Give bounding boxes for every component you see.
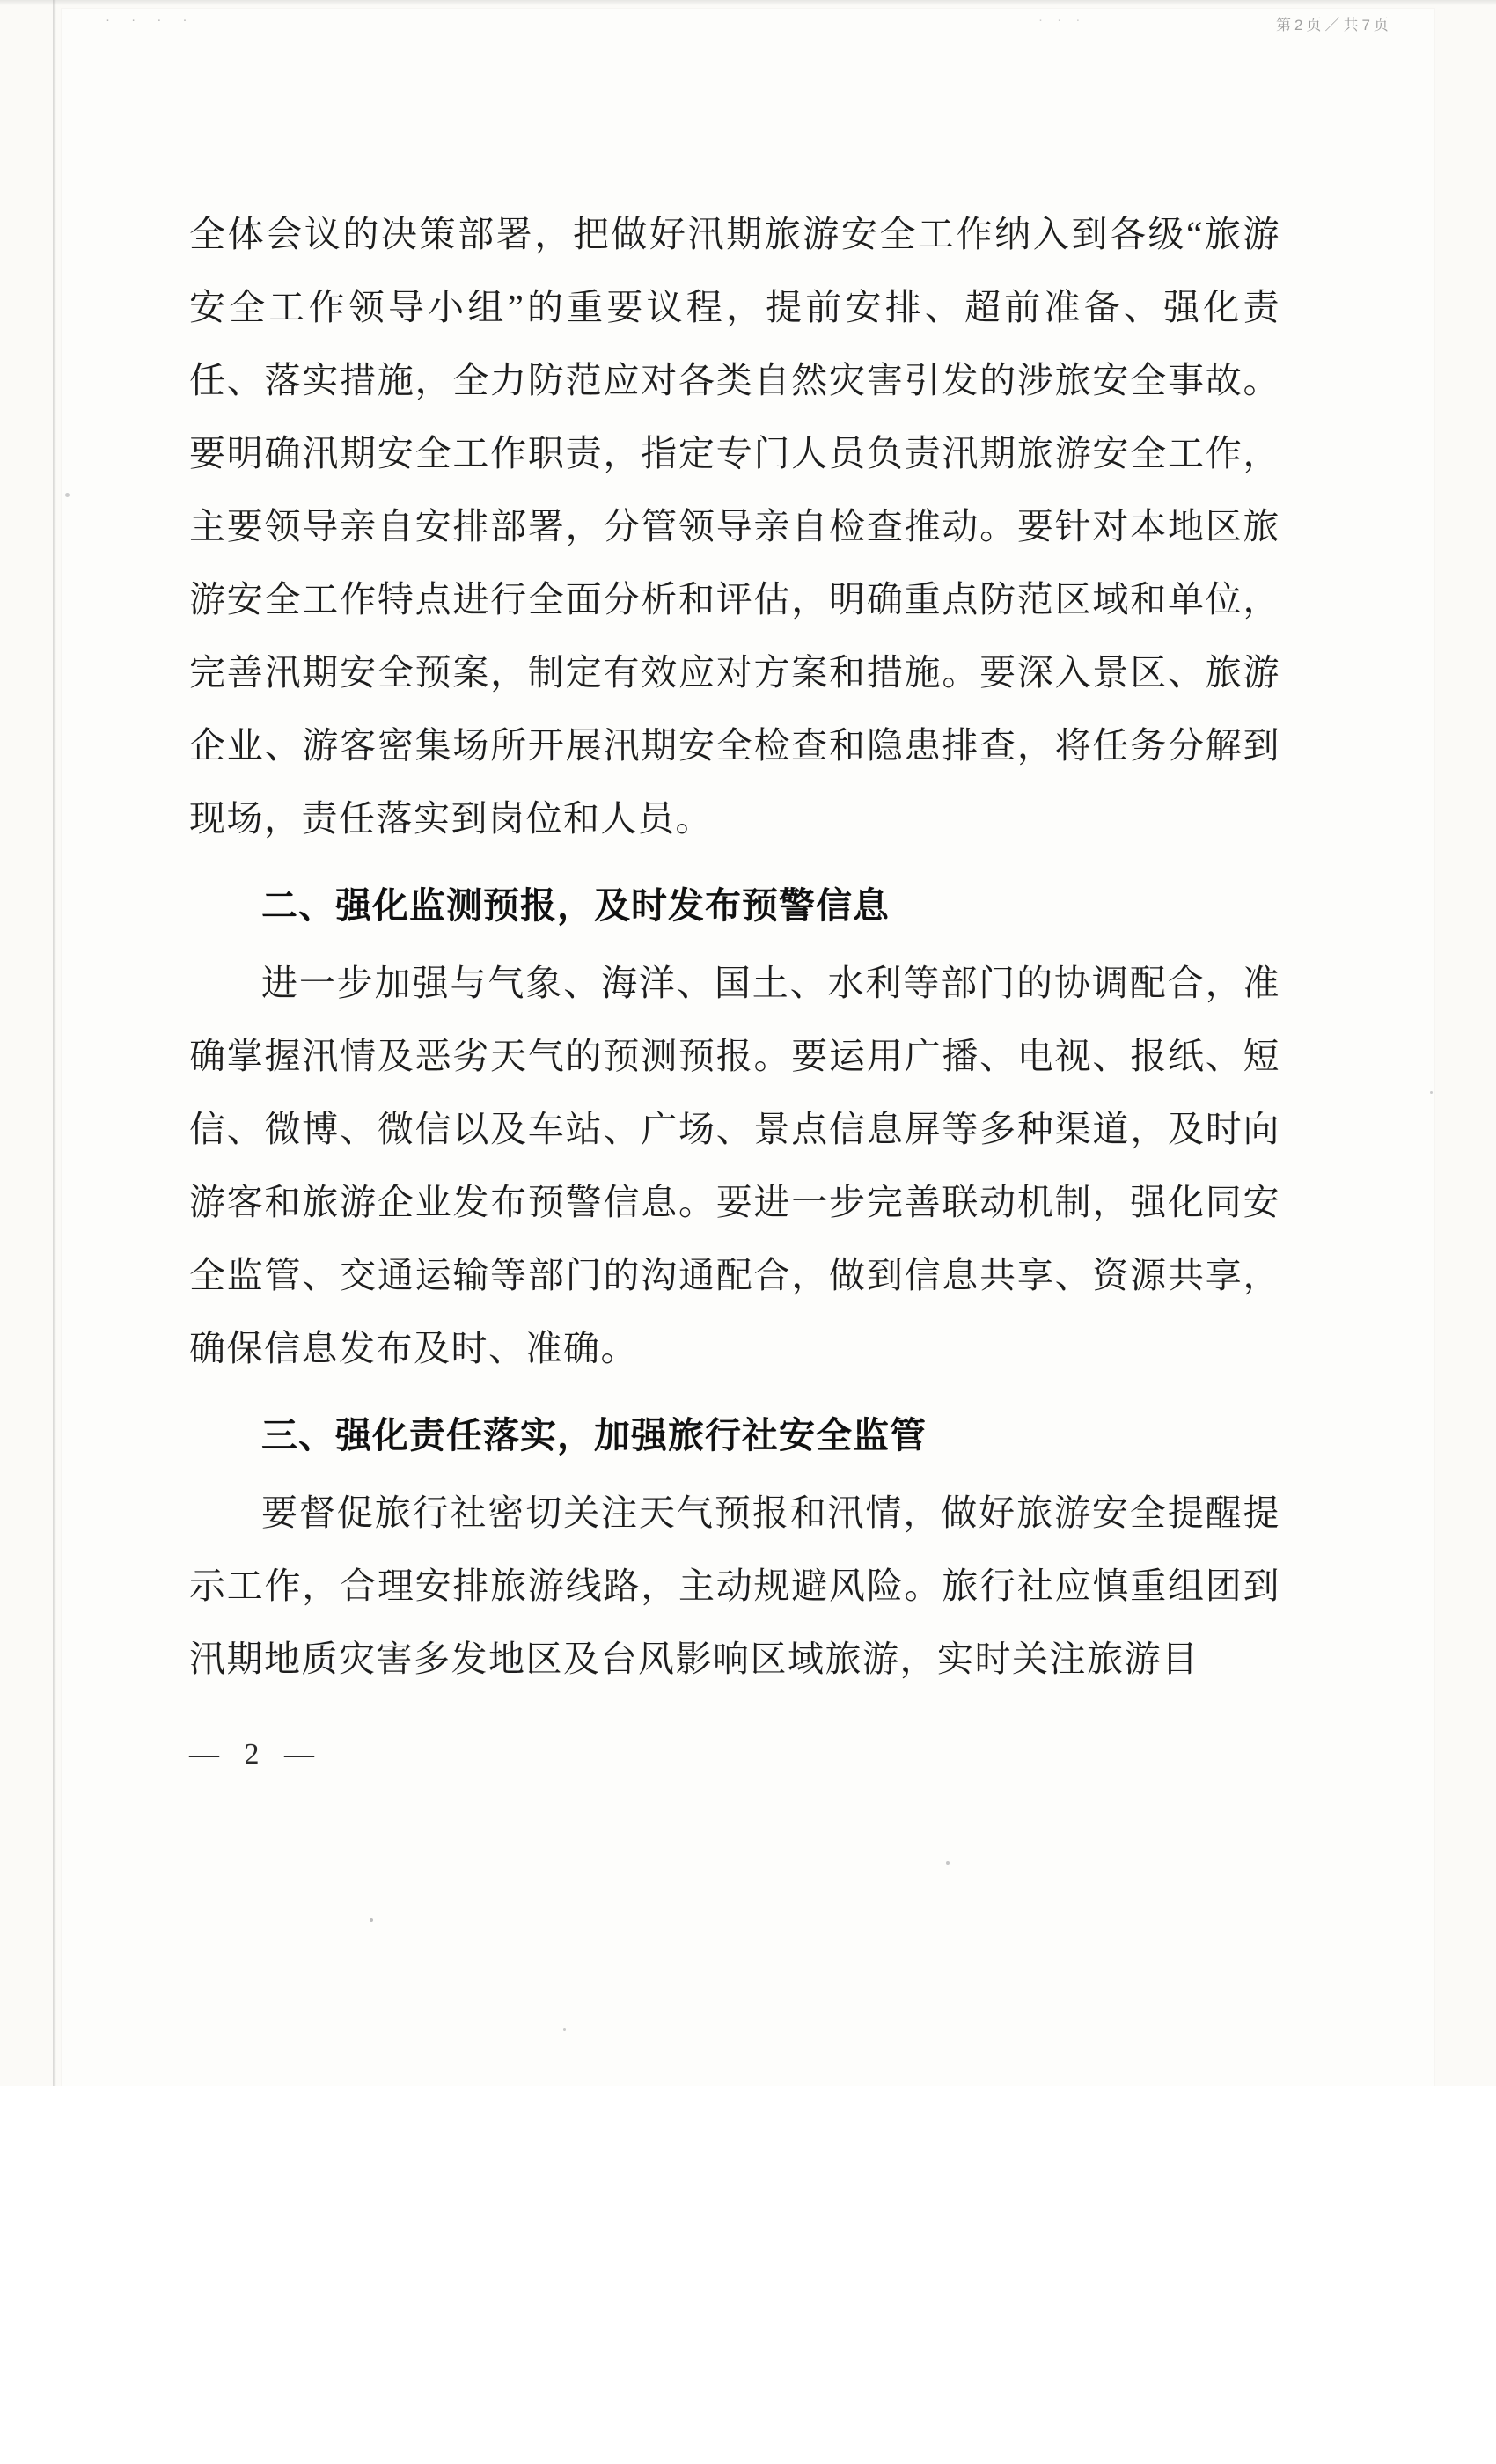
scan-dust-speck: [370, 1918, 373, 1922]
scan-edge-shadow-left: [53, 0, 56, 2086]
section-heading-two: 二、强化监测预报，及时发布预警信息: [261, 884, 890, 927]
scan-bottom-band: [0, 2086, 1496, 2464]
scan-dust-speck: [65, 493, 70, 497]
body-paragraph: 进一步加强与气象、海洋、国土、水利等部门的协调配合，准确掌握汛情及恶劣天气的预测预报。要运用广播、电视、报纸、短信、微博、微信以及车站、广场、景点信息屏等多种渠道，及时向游客和旅游企业发布预警信息。要进一步完善联动机制，强化同安全监管、交通运输等部门的沟通配合，做到信息共享、资源共享，确保信息发布及时、准确。: [189, 963, 1280, 1368]
page-top-marks: [0, 12, 1496, 33]
page-number: — 2 —: [189, 1738, 323, 1771]
body-paragraph: 要督促旅行社密切关注天气预报和汛情，做好旅游安全提醒提示工作，合理安排旅游线路，主动规避风险。旅行社应慎重组团到汛期地质灾害多发地区及台风影响区域旅游，实时关注旅游目: [189, 1492, 1280, 1679]
body-paragraph: 全体会议的决策部署，把做好汛期旅游安全工作纳入到各级“旅游安全工作领导小组”的重要议程，提前安排、超前准备、强化责任、落实措施，全力防范应对各类自然灾害引发的涉旅安全事故。要明确汛期安全工作职责，指定专门人员负责汛期旅游安全工作，主要领导亲自安排部署，分管领导亲自检查推动。要针对本地区旅游安全工作特点进行全面分析和评估，明确重点防范区域和单位，完善汛期安全预案，制定有效应对方案和措施。要深入景区、旅游企业、游客密集场所开展汛期安全检查和隐患排查，将任务分解到现场，责任落实到岗位和人员。: [189, 214, 1280, 839]
scan-dust-speck: [563, 2028, 566, 2031]
top-mark-center: · · ·: [1038, 12, 1086, 27]
scan-edge-shadow-top: [0, 0, 1496, 5]
top-mark-left: · · · ·: [106, 12, 196, 27]
section-heading-three: 三、强化责任落实，加强旅行社安全监管: [261, 1414, 927, 1456]
scan-dust-speck: [946, 1861, 950, 1865]
scan-dust-speck: [1430, 1091, 1433, 1094]
document-body: [189, 198, 1280, 1698]
top-mark-right: 第2页／共7页: [1276, 17, 1392, 33]
